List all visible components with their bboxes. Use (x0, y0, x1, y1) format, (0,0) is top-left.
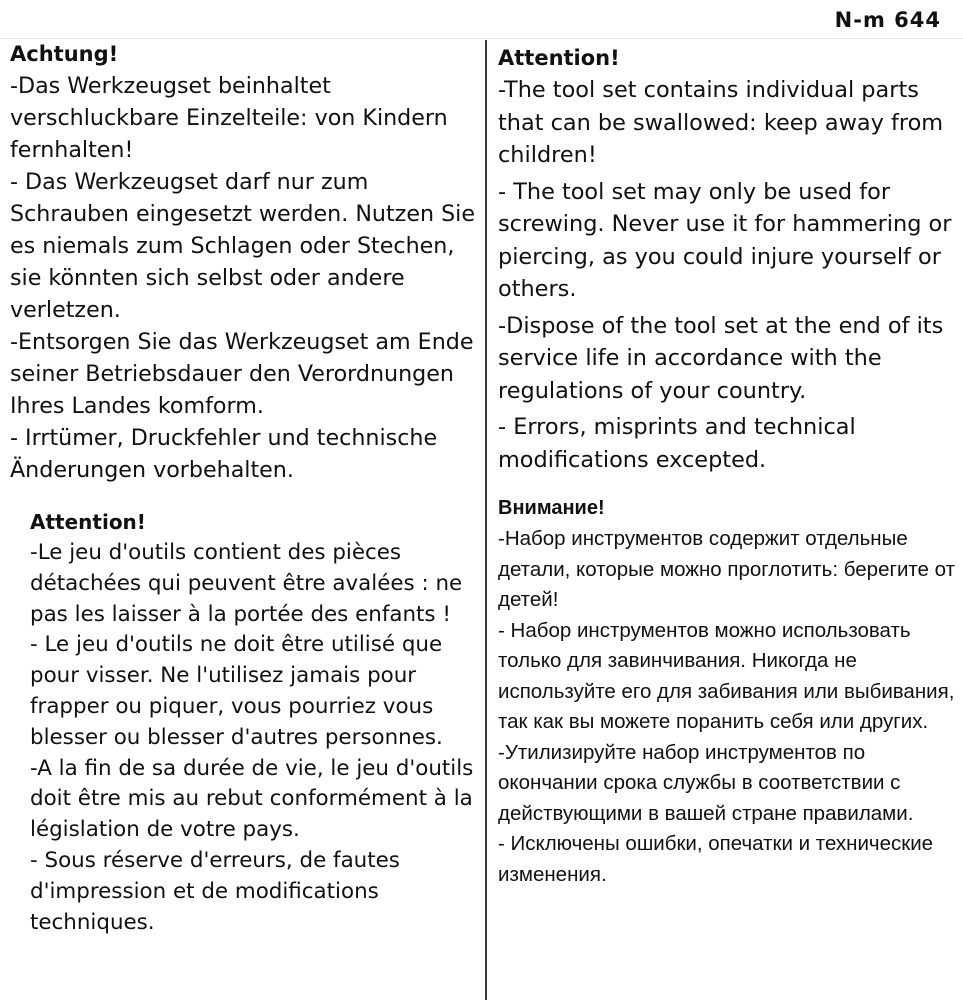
warning-block-french (30, 508, 478, 938)
warning-paragraph: - Das Werkzeugset darf nur zum Schrauben eingesetzt werden. Nutzen Sie es niemals zum Schlagen oder Stechen, sie könnten sich selbst oder andere verletzen. (10, 169, 475, 323)
warning-paragraph: -Das Werkzeugset beinhaltet verschluckbare Einzelteile: von Kindern fernhalten! (10, 73, 448, 163)
warning-paragraph: - Sous réserve d'erreurs, de fautes d'impression et de modifications techniques. (30, 847, 400, 935)
warning-paragraph: -The tool set contains individual parts that can be swallowed: keep away from children! (498, 77, 944, 168)
warning-paragraph: -Dispose of the tool set at the end of its service life in accordance with the regulations of your country. (498, 312, 944, 404)
warning-paragraph: - Errors, misprints and technical modifications excepted. (498, 414, 856, 473)
warning-paragraph: -Le jeu d'outils contient des pièces détachées qui peuvent être avalées : ne pas les laisser à la portée des enfants ! (30, 540, 463, 627)
warning-paragraph: - The tool set may only be used for screwing. Never use it for hammering or piercing, as you could injure yourself or others. (498, 178, 952, 302)
warning-paragraph: -A la fin de sa durée de vie, le jeu d'outils doit être mis au rebut conformément à la législation de votre pays. (30, 755, 474, 843)
warning-paragraph: -Утилизируйте набор инструментов по окончании срока службы в соответствии с действующими в вашей стране правилами. (498, 740, 914, 825)
warning-heading: Attention! (30, 510, 146, 534)
warning-paragraph: - Исключены ошибки, опечатки и технические изменения. (498, 832, 934, 886)
model-code: N-m 644 (834, 8, 941, 32)
warning-paragraph: - Le jeu d'outils ne doit être utilisé que pour visser. Ne l'utilisez jamais pour frapper ou piquer, vous pourriez vous blesser ou blesser d'autres personnes. (30, 632, 443, 750)
warning-block-russian (498, 494, 960, 890)
warning-block-english (498, 44, 958, 480)
header-band (0, 0, 963, 39)
warning-heading: Внимание! (498, 497, 605, 519)
column-divider (485, 40, 487, 1000)
warning-paragraph: - Набор инструментов можно использовать только для завинчивания. Никогда не используйте его для забивания или выбивания, так как вы можете поранить себя или других. (498, 618, 955, 733)
warning-paragraph: - Irrtümer, Druckfehler und technische Änderungen vorbehalten. (10, 425, 438, 483)
warning-paragraph: -Набор инструментов содержит отдельные детали, которые можно проглотить: берегите от детей! (498, 527, 955, 611)
warning-heading: Attention! (498, 46, 620, 70)
warning-block-german (10, 40, 480, 486)
warning-heading: Achtung! (10, 42, 119, 66)
warning-paragraph: -Entsorgen Sie das Werkzeugset am Ende seiner Betriebsdauer den Verordnungen Ihres Landes komform. (10, 329, 474, 419)
